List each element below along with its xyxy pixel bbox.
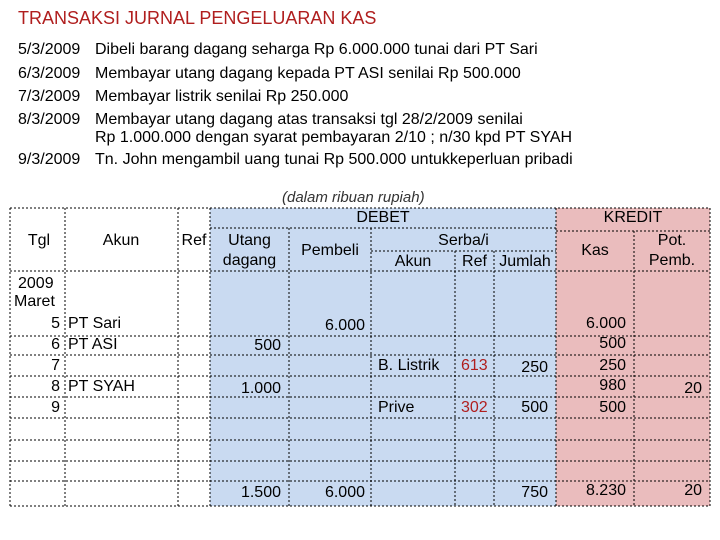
row-day: 9 [51, 399, 60, 416]
row-pot: 20 [684, 380, 702, 397]
row-serba-akun: Prive [378, 399, 415, 416]
total-utang: 1.500 [240, 484, 281, 501]
header-akun: Akun [102, 232, 140, 249]
unit-note: (dalam ribuan rupiah) [282, 189, 425, 206]
row-day: 5 [51, 315, 60, 332]
period-year: 2009 [18, 275, 54, 292]
row-kas: 6.000 [585, 315, 626, 332]
total-pot: 20 [684, 482, 702, 499]
header-pembeli: Pembeli [301, 242, 359, 259]
header-serba-ref: Ref [462, 253, 487, 270]
transaction-date: 6/3/2009 [18, 65, 81, 82]
row-utang: 1.000 [240, 380, 281, 397]
row-akun: PT ASI [68, 336, 118, 353]
period-month: Maret [14, 293, 55, 310]
header-pot-line2: Pemb. [648, 252, 696, 269]
transaction-text: Membayar utang dagang atas transaksi tgl 28/2/2009 senilai [95, 111, 523, 128]
transaction-date: 7/3/2009 [18, 88, 81, 105]
page-title: TRANSAKSI JURNAL PENGELUARAN KAS [18, 8, 377, 28]
header-utang-line1: Utang [228, 232, 271, 249]
row-kas: 250 [599, 357, 626, 374]
row-kas: 500 [599, 335, 626, 352]
row-kas: 980 [599, 377, 626, 394]
row-utang: 500 [254, 337, 281, 354]
row-kas: 500 [599, 399, 626, 416]
row-serba-ref: 302 [461, 399, 488, 416]
header-kas: Kas [581, 242, 609, 259]
header-pot-line1: Pot. [657, 232, 687, 249]
transaction-date: 8/3/2009 [18, 111, 81, 128]
transaction-text: Tn. John mengambil uang tunai Rp 500.000 untukkeperluan pribadi [95, 151, 573, 168]
transaction-text: Dibeli barang dagang seharga Rp 6.000.000 tunai dari PT Sari [95, 41, 538, 58]
transaction-date: 9/3/2009 [18, 151, 81, 168]
transaction-text: Rp 1.000.000 dengan syarat pembayaran 2/10 ; n/30 kpd PT SYAH [95, 129, 573, 146]
header-serba: Serba/i [438, 232, 489, 249]
transaction-text: Membayar utang dagang kepada PT ASI senilai Rp 500.000 [95, 65, 521, 82]
total-pembeli: 6.000 [324, 484, 365, 501]
row-akun: PT SYAH [68, 378, 135, 395]
transaction-date: 5/3/2009 [18, 41, 81, 58]
row-pembeli: 6.000 [324, 317, 365, 334]
header-debet: DEBET [356, 209, 410, 226]
row-serba-akun: B. Listrik [378, 357, 440, 374]
total-kas: 8.230 [585, 482, 626, 499]
header-ref: Ref [181, 232, 207, 249]
row-serba-ref: 613 [461, 357, 488, 374]
header-tgl: Tgl [27, 232, 51, 249]
row-day: 7 [51, 357, 60, 374]
row-serba-jumlah: 250 [521, 359, 548, 376]
header-kredit: KREDIT [603, 209, 663, 226]
row-day: 8 [51, 378, 60, 395]
row-serba-jumlah: 500 [521, 399, 548, 416]
header-serba-akun: Akun [394, 253, 432, 270]
header-utang-line2: dagang [222, 252, 277, 269]
row-day: 6 [51, 336, 60, 353]
row-akun: PT Sari [68, 315, 122, 332]
total-serba-jumlah: 750 [521, 484, 548, 501]
transaction-text: Membayar listrik senilai Rp 250.000 [95, 88, 349, 105]
header-serba-jumlah: Jumlah [499, 253, 551, 270]
